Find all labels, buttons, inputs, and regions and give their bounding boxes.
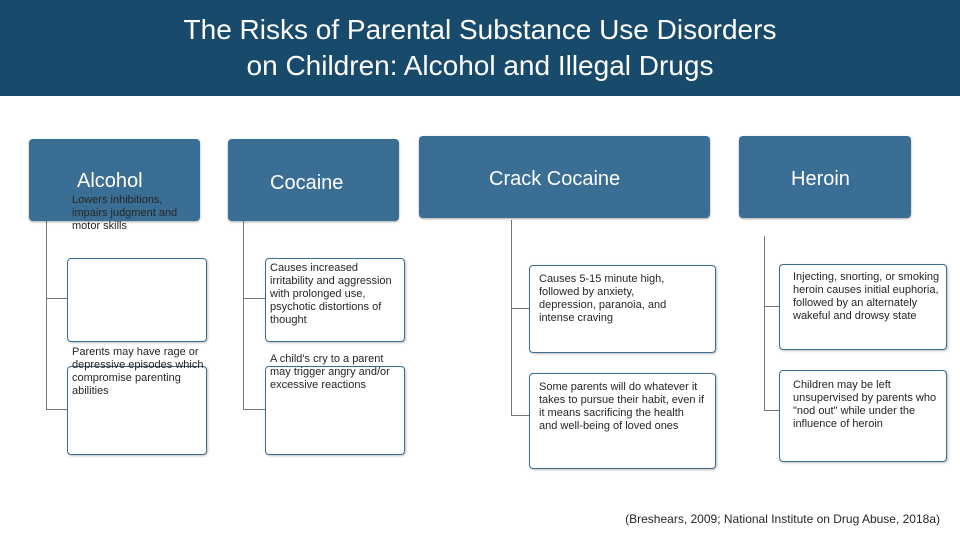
title-line-2: on Children: Alcohol and Illegal Drugs bbox=[246, 50, 714, 81]
alcohol-item-2: Parents may have rage or depressive episodes which compromise parenting abilities bbox=[72, 346, 204, 397]
alcohol-connector-2 bbox=[46, 409, 68, 410]
crack-connector-1 bbox=[511, 308, 529, 309]
crack-connector-2 bbox=[511, 415, 529, 416]
heroin-item-2: Children may be left unsupervised by parents who "nod out" while under the influence of heroin bbox=[793, 379, 937, 430]
heroin-item-1: Injecting, snorting, or smoking heroin causes initial euphoria, followed by an alternately wakeful and drowsy state bbox=[793, 271, 940, 322]
cocaine-item-2: A child's cry to a parent may trigger angry and/or excessive reactions bbox=[270, 353, 390, 391]
alcohol-header-label: Alcohol bbox=[77, 170, 143, 192]
cocaine-connector-vertical bbox=[243, 210, 244, 409]
crack-connector-vertical bbox=[511, 220, 512, 415]
alcohol-connector-1 bbox=[46, 298, 68, 299]
cocaine-item-1: Causes increased irritability and aggression with prolonged use, psychotic distortions of thought bbox=[270, 262, 392, 326]
crack-cocaine-item-1: Causes 5-15 minute high, followed by anxiety, depression, paranoia, and intense craving bbox=[539, 273, 667, 324]
heroin-connector-vertical bbox=[764, 236, 765, 411]
slide-title bbox=[0, 0, 960, 96]
cocaine-header bbox=[228, 139, 399, 221]
heroin-connector-2 bbox=[764, 410, 779, 411]
title-line-1: The Risks of Parental Substance Use Disorders bbox=[183, 14, 777, 45]
alcohol-box-1 bbox=[67, 258, 207, 342]
cocaine-header-label: Cocaine bbox=[270, 172, 344, 194]
heroin-connector-1 bbox=[764, 306, 779, 307]
crack-cocaine-item-2: Some parents will do whatever it takes to pursue their habit, even if it means sacrificing the health and well-being of loved ones bbox=[539, 381, 705, 432]
cocaine-connector-2 bbox=[243, 409, 265, 410]
crack-cocaine-header-label: Crack Cocaine bbox=[489, 168, 621, 190]
cocaine-connector-1 bbox=[243, 298, 265, 299]
heroin-header bbox=[739, 136, 911, 218]
citation: (Breshears, 2009; National Institute on Drug Abuse, 2018a) bbox=[625, 512, 940, 526]
alcohol-item-1: Lowers inhibitions, impairs judgment and motor skills bbox=[72, 194, 178, 232]
crack-cocaine-header bbox=[419, 136, 710, 218]
heroin-header-label: Heroin bbox=[791, 168, 850, 190]
alcohol-connector-vertical bbox=[46, 194, 47, 409]
